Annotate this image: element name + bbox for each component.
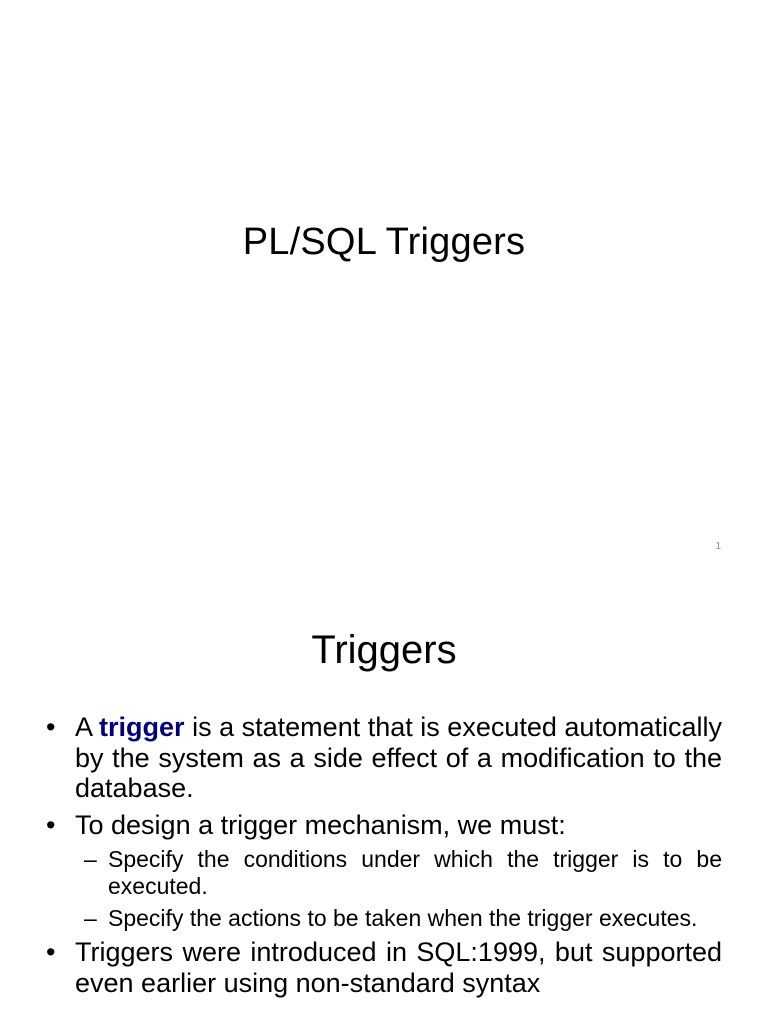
bullet-text: Triggers were introduced in SQL:1999, but supported even earlier using non-standard syntax [75, 937, 722, 998]
bullet-text: is a statement that is executed automatically by the system as a side effect of a modification to the database. [75, 712, 722, 803]
bullet-item [46, 810, 722, 841]
sub-bullet-text: Specify the conditions under which the trigger is to be executed. [108, 846, 722, 899]
bullet-icon: • [46, 809, 56, 840]
bullet-text: A [75, 712, 100, 742]
sub-bullet-item [84, 846, 722, 900]
bullet-icon: • [46, 712, 56, 742]
bullet-item [46, 712, 722, 804]
bullet-item [46, 937, 722, 998]
bullet-list [46, 712, 722, 1004]
content-slide [0, 576, 768, 1024]
page-number: 1 [715, 541, 721, 552]
slide-title: PL/SQL Triggers [242, 221, 526, 263]
sub-bullet-item [84, 905, 722, 932]
bullet-text: To design a trigger mechanism, we must: [75, 809, 566, 840]
dash-icon: – [84, 846, 97, 872]
sub-bullet-text: Specify the actions to be taken when the trigger executes. [108, 905, 698, 931]
bullet-icon: • [46, 937, 56, 967]
highlighted-term: trigger [99, 712, 185, 742]
slide-title: Triggers [311, 628, 457, 672]
dash-icon: – [84, 905, 97, 931]
